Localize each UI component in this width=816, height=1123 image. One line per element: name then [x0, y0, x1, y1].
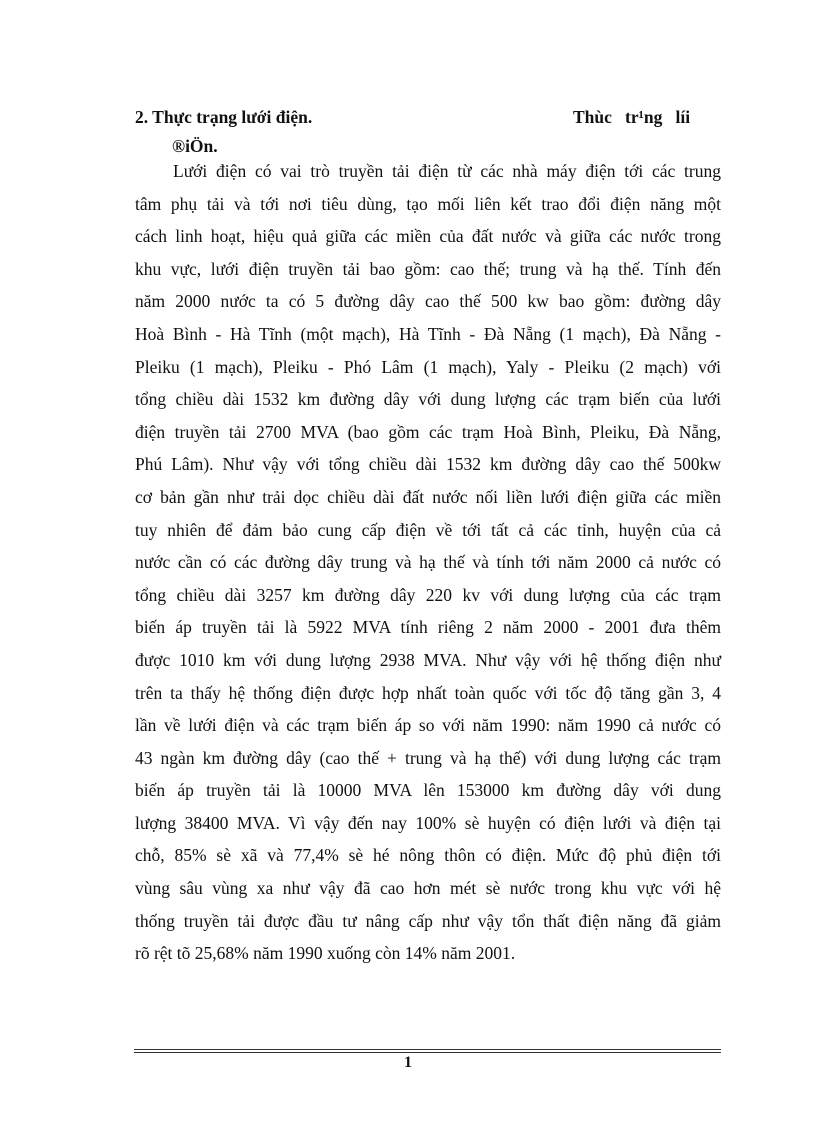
body-paragraph	[135, 155, 721, 970]
paragraph-line: lần về lưới điện và các trạm biến áp so với năm 1990: năm 1990 cả nước có	[135, 715, 721, 736]
section-title: 2. Thực trạng lưới điện.	[135, 107, 313, 127]
paragraph-line: khu vực, lưới điện truyền tải bao gồm: cao thế; trung và hạ thế. Tính đến	[135, 258, 721, 279]
garbled-title-continuation: ®iÖn.	[172, 136, 218, 156]
paragraph-line: tuy nhiên để đảm bảo cung cấp điện về tới tất cả các tỉnh, huyện của cả	[135, 519, 721, 540]
paragraph-line: tâm phụ tải và tới nơi tiêu dùng, tạo mối liên kết trao đổi điện năng một	[135, 193, 721, 214]
paragraph-line: Lưới điện có vai trò truyền tải điện từ các nhà máy điện tới các trung	[173, 161, 721, 181]
garbled-title-right: Thùc tr¹ng líi	[573, 107, 691, 127]
paragraph-line: biến áp truyền tải là 10000 MVA lên 153000 km đường dây với dung	[135, 780, 721, 801]
paragraph-line: năm 2000 nước ta có 5 đường dây cao thế 500 kw bao gồm: đường dây	[135, 291, 721, 312]
paragraph-line: tổng chiều dài 3257 km đường dây 220 kv với dung lượng của các trạm	[135, 584, 721, 605]
footer-rule-top	[134, 1049, 721, 1050]
paragraph-line: cách linh hoạt, hiệu quả giữa các miền của đất nước và giữa các nước trong	[135, 226, 721, 247]
paragraph-line: lượng 38400 MVA. Vì vậy đến nay 100% sè huyện có điện lưới và điện tại	[135, 812, 721, 833]
paragraph-line: Phú Lâm). Như vậy với tổng chiều dài 1532 km đường dây cao thế 500kw	[135, 454, 721, 475]
paragraph-line: 43 ngàn km đường dây (cao thế + trung và hạ thế) với dung lượng các trạm	[135, 747, 721, 768]
paragraph-line: tổng chiều dài 1532 km đường dây với dung lượng các trạm biến của lưới	[135, 389, 721, 410]
section-heading	[135, 107, 720, 131]
paragraph-line: biến áp truyền tải là 5922 MVA tính riêng 2 năm 2000 - 2001 đưa thêm	[135, 617, 721, 638]
page-number: 1	[404, 1054, 412, 1071]
paragraph-line: được 1010 km với dung lượng 2938 MVA. Như vậy với hệ thống điện như	[135, 649, 721, 670]
paragraph-line: Hoà Bình - Hà Tĩnh (một mạch), Hà Tĩnh - Đà Nẵng (1 mạch), Đà Nẵng -	[135, 323, 721, 344]
paragraph-line: điện truyền tải 2700 MVA (bao gồm các trạm Hoà Bình, Pleiku, Đà Nẵng,	[135, 421, 721, 442]
paragraph-line: thống truyền tải được đầu tư nâng cấp như vậy tổn thất điện năng đã giảm	[135, 910, 721, 931]
paragraph-line: rõ rệt tõ 25,68% năm 1990 xuống còn 14% năm 2001.	[135, 943, 516, 964]
paragraph-line: vùng sâu vùng xa như vậy đã cao hơn mét sè nước trong khu vực với hệ	[135, 878, 721, 899]
paragraph-line: cơ bản gần như trải dọc chiều dài đất nước nối liền lưới điện giữa các miền	[135, 486, 721, 507]
footer-rule-bottom	[134, 1052, 721, 1053]
paragraph-line: Pleiku (1 mạch), Pleiku - Phó Lâm (1 mạch), Yaly - Pleiku (2 mạch) với	[135, 356, 721, 377]
paragraph-line: chỗ, 85% sè xã và 77,4% sè hé nông thôn có điện. Mức độ phủ điện tới	[135, 845, 721, 866]
paragraph-line: trên ta thấy hệ thống điện được hợp nhất toàn quốc với tốc độ tăng gần 3, 4	[135, 682, 721, 703]
paragraph-line: nước cần có các đường dây trung và hạ thế và tính tới năm 2000 cả nước có	[135, 552, 721, 573]
